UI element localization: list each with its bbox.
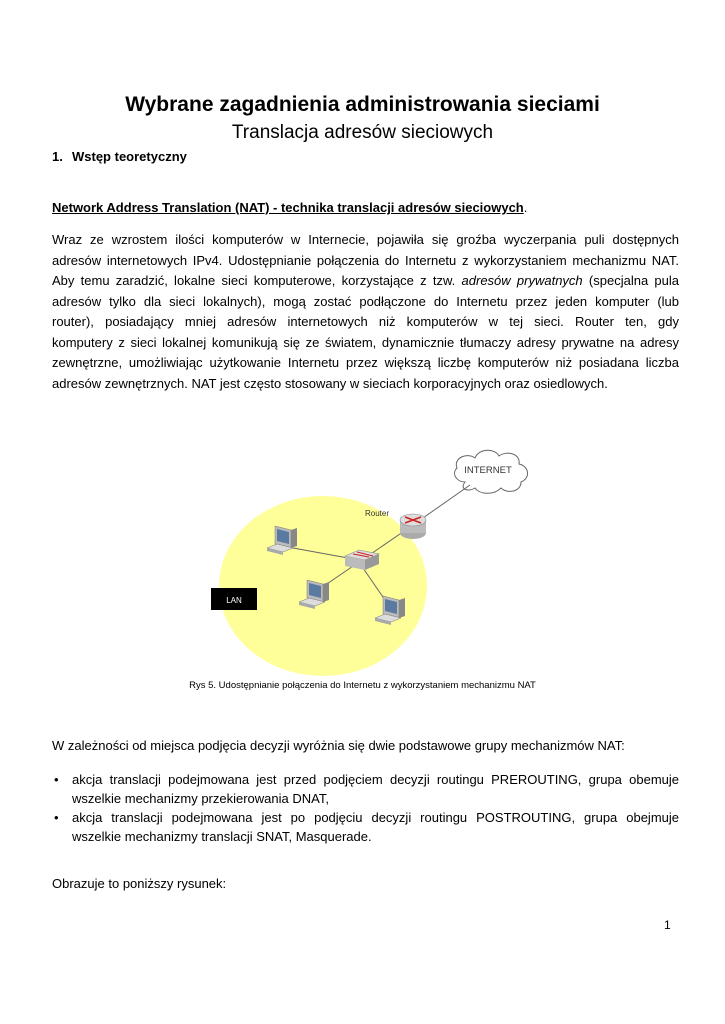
internet-label: INTERNET xyxy=(464,465,512,476)
intro-paragraph xyxy=(52,230,679,394)
bullet-icon: • xyxy=(54,810,59,825)
figure-caption: Rys 5. Udostępnianie połączenia do Internetu z wykorzystaniem mechanizmu NAT xyxy=(189,680,536,691)
nat-heading-text: Network Address Translation (NAT) - technika translacji adresów sieciowych xyxy=(52,200,524,215)
document-subtitle: Translacja adresów sieciowych xyxy=(231,122,494,143)
page-number: 1 xyxy=(664,918,671,932)
list-item-line: wszelkie mechanizmy przekierowania DNAT, xyxy=(72,791,329,806)
router-icon xyxy=(400,514,426,539)
paragraph-line: adresów tylko dla sieci lokalnych), mogą zostać podłączone do Internetu przez jeden komputer (lub xyxy=(52,293,679,309)
outro-text: Obrazuje to poniższy rysunek: xyxy=(52,876,227,891)
paragraph-line: komputery z sieci lokalnej komunikują się ze światem, dynamicznie tłumaczy adresy prywatne na adresy xyxy=(52,334,679,350)
list-item-line: akcja translacji podejmowana jest przed podjęciem decyzji routingu PREROUTING, grupa obemuje xyxy=(72,772,679,787)
nat-network-diagram xyxy=(195,440,555,680)
paragraph-line-after: (specjalna pula xyxy=(582,273,679,288)
paragraph-line: adresów zewnętrznych. NAT jest często stosowany w sieciach korporacyjnych oraz osiedlowych. xyxy=(52,375,608,391)
router-label: Router xyxy=(364,509,390,518)
paragraph-line xyxy=(52,271,679,292)
list-item xyxy=(52,808,679,846)
document-title: Wybrane zagadnienia administrowania sieciami xyxy=(125,93,600,116)
paragraph-line: router), posiadający mniej adresów internetowych niż komputerów w tej sieci. Router ten, gdy xyxy=(52,314,679,329)
section-label: Wstęp teoretyczny xyxy=(72,149,187,164)
mechanisms-list xyxy=(52,770,679,846)
paragraph-line: adresów internetowych IPv4. Udostępnianie połączenia do Internetu z wykorzystaniem mechanizmu NAT. xyxy=(52,252,679,268)
mechanisms-intro: W zależności od miejsca podjęcia decyzji wyróżnia się dwie podstawowe grupy mechanizmów NAT: xyxy=(52,738,625,753)
list-item-line: akcja translacji podejmowana jest po podjęciu decyzji routingu POSTROUTING, grupa obejmuje xyxy=(72,810,679,825)
nat-heading xyxy=(52,200,527,215)
lan-label: LAN xyxy=(226,596,242,605)
paragraph-italic-term: adresów prywatnych xyxy=(461,273,583,288)
paragraph-line-before: Aby temu zaradzić, lokalne sieci komputerowe, korzystające z tzw. xyxy=(52,273,462,288)
list-item-line: wszelkie mechanizmy translacji SNAT, Masquerade. xyxy=(72,829,372,844)
bullet-icon: • xyxy=(54,772,59,787)
nat-heading-suffix: . xyxy=(523,200,528,215)
paragraph-line: Wraz ze wzrostem ilości komputerów w Internecie, pojawiła się groźba wyczerpania puli dostępnych xyxy=(52,232,679,247)
paragraph-line: zewnętrzne, umożliwiając użytkowanie Internetu przez większą liczbę komputerów niż posiadana liczba xyxy=(52,355,679,370)
section-number: 1. xyxy=(52,149,63,164)
section-heading xyxy=(52,149,187,164)
list-item xyxy=(52,770,679,808)
